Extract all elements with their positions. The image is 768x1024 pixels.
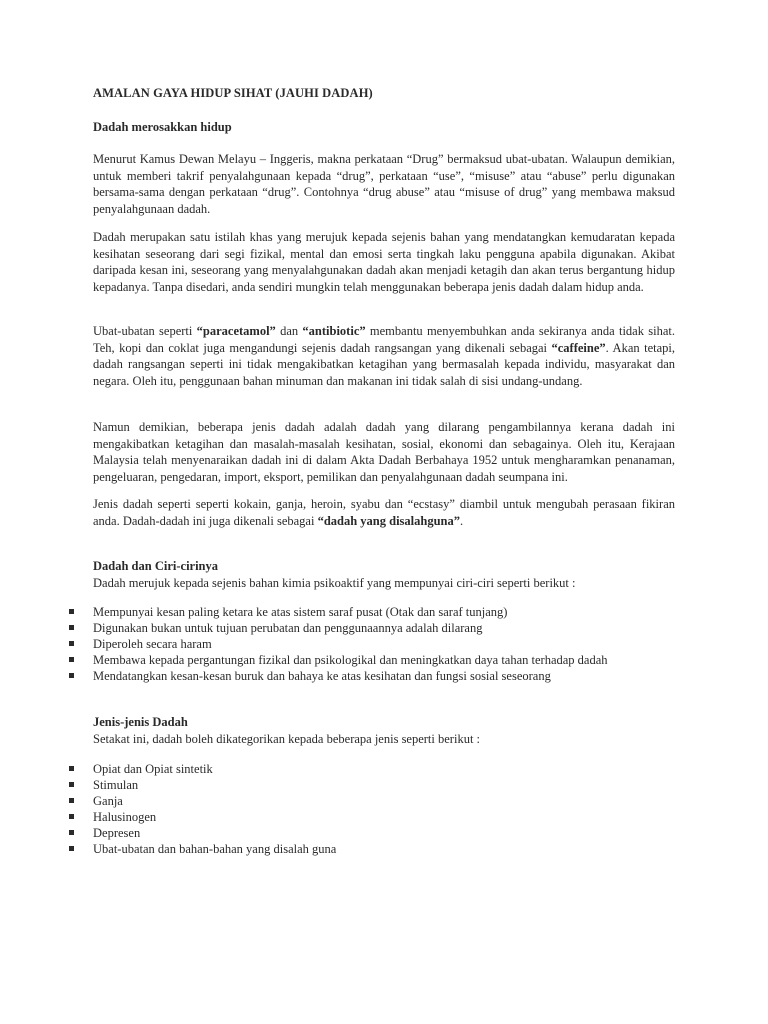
list-item	[0, 809, 336, 825]
paragraph-jenis-dadah	[93, 496, 675, 529]
list-item	[0, 777, 336, 793]
square-bullet-icon	[69, 766, 74, 771]
square-bullet-icon	[69, 609, 74, 614]
list-item-text: Depresen	[93, 826, 141, 840]
bold-term-caffeine: “caffeine”	[551, 340, 606, 355]
list-item-text: Opiat dan Opiat sintetik	[93, 762, 213, 776]
bold-term-antibiotic: “antibiotic”	[302, 324, 366, 338]
square-bullet-icon	[69, 798, 74, 803]
square-bullet-icon	[69, 673, 74, 678]
list-item-text: Membawa kepada pergantungan fizikal dan psikologikal dan meningkatkan daya tahan terhadap dadah	[93, 653, 608, 667]
bullet-list-ciri-ciri	[0, 604, 608, 684]
section-heading-jenis-jenis-dadah: Jenis-jenis Dadah	[93, 715, 188, 729]
list-item-text: Ubat-ubatan dan bahan-bahan yang disalah guna	[93, 842, 337, 856]
paragraph-akta-dadah: Namun demikian, beberapa jenis dadah adalah dadah yang dilarang pengambilannya kerana dadah ini mengakibatkan ketagihan dan masalah-masalah kesihatan, sosial, ekonomi dan sebagainya. Oleh itu, Kerajaan Malaysia telah menyenaraikan dadah ini di dalam Akta Dadah Berbahaya 1952 untuk mengharamkan penanaman, pengeluaran, pengedaran, import, eksport, pemilikan dan penyalahgunaan dadah seumpana ini.	[93, 420, 675, 484]
list-item	[0, 604, 608, 620]
list-item	[0, 761, 336, 777]
square-bullet-icon	[69, 625, 74, 630]
text-run: Ubat-ubatan seperti	[93, 324, 197, 338]
square-bullet-icon	[69, 657, 74, 662]
square-bullet-icon	[69, 830, 74, 835]
document-title: AMALAN GAYA HIDUP SIHAT (JAUHI DADAH)	[93, 86, 373, 100]
bold-term-paracetamol: “paracetamol”	[196, 324, 276, 338]
list-item	[0, 793, 336, 809]
paragraph-ubat-ubatan	[93, 323, 675, 389]
square-bullet-icon	[69, 814, 74, 819]
bold-term-dadah-disalahguna: “dadah yang disalahguna”	[317, 513, 461, 528]
paragraph-definition: Menurut Kamus Dewan Melayu – Inggeris, makna perkataan “Drug” bermaksud ubat-ubatan. Walaupun demikian, untuk memberi takrif penyalahgunaan kepada “drug”, perkataan “use”, “misuse” atau “abuse” perlu digunakan bersama-sama dengan perkataan “drug”. Contohnya “drug abuse” atau “misuse of drug” yang membawa maksud penyalahgunaan dadah.	[93, 152, 675, 216]
square-bullet-icon	[69, 846, 74, 851]
text-run: dan	[275, 324, 303, 338]
list-item	[0, 652, 608, 668]
list-item	[0, 636, 608, 652]
list-item-text: Ganja	[93, 794, 123, 808]
text-run: membantu menyembuhkan anda sekiranya anda tidak sihat. Teh, kopi dan coklat juga mengandungi sejenis dadah rangsangan yang dikenali sebagai	[93, 324, 675, 355]
section-lead-ciri-ciri: Dadah merujuk kepada sejenis bahan kimia psikoaktif yang mempunyai ciri-ciri seperti berikut :	[93, 576, 576, 590]
bullet-list-jenis-jenis	[0, 761, 336, 857]
list-item-text: Mempunyai kesan paling ketara ke atas sistem saraf pusat (Otak dan saraf tunjang)	[93, 605, 508, 619]
list-item-text: Stimulan	[93, 778, 139, 792]
list-item-text: Diperoleh secara haram	[93, 637, 212, 651]
list-item	[0, 825, 336, 841]
list-item	[0, 841, 336, 857]
text-run: .	[460, 513, 464, 528]
square-bullet-icon	[69, 641, 74, 646]
list-item-text: Halusinogen	[93, 810, 157, 824]
list-item-text: Mendatangkan kesan-kesan buruk dan bahaya ke atas kesihatan dan fungsi sosial seseorang	[93, 669, 551, 683]
text-run: . Akan tetapi, dadah rangsangan seperti ini tidak mengakibatkan ketagihan yang bermasalah kepada individu, masyarakat dan negara. Oleh itu, penggunaan bahan minuman dan makanan ini tidak salah di sisi undang-undang.	[93, 340, 675, 388]
section-heading-ciri-ciri: Dadah dan Ciri-cirinya	[93, 559, 219, 573]
list-item-text: Digunakan bukan untuk tujuan perubatan dan penggunaannya adalah dilarang	[93, 621, 483, 635]
square-bullet-icon	[69, 782, 74, 787]
list-item	[0, 620, 608, 636]
section-lead-jenis-jenis: Setakat ini, dadah boleh dikategorikan kepada beberapa jenis seperti berikut :	[93, 732, 481, 746]
section-heading-dadah-merosakkan-hidup: Dadah merosakkan hidup	[93, 120, 232, 134]
list-item	[0, 668, 608, 684]
paragraph-dadah-istilah: Dadah merupakan satu istilah khas yang merujuk kepada sejenis bahan yang mendatangkan kemudaratan kepada kesihatan seseorang dari segi fizikal, mental dan emosi serta tingkah laku pengguna apabila digunakan. Akibat daripada kesan ini, seseorang yang menyalahgunakan dadah akan menjadi ketagih dan akan terus bergantung hidup kepadanya. Tanpa disedari, anda sendiri mungkin telah menggunakan beberapa jenis dadah dalam hidup anda.	[93, 230, 675, 294]
text-run: Jenis dadah seperti seperti kokain, ganja, heroin, syabu dan “ecstasy” diambil untuk mengubah perasaan fikiran anda. Dadah-dadah ini juga dikenali sebagai	[93, 497, 675, 528]
